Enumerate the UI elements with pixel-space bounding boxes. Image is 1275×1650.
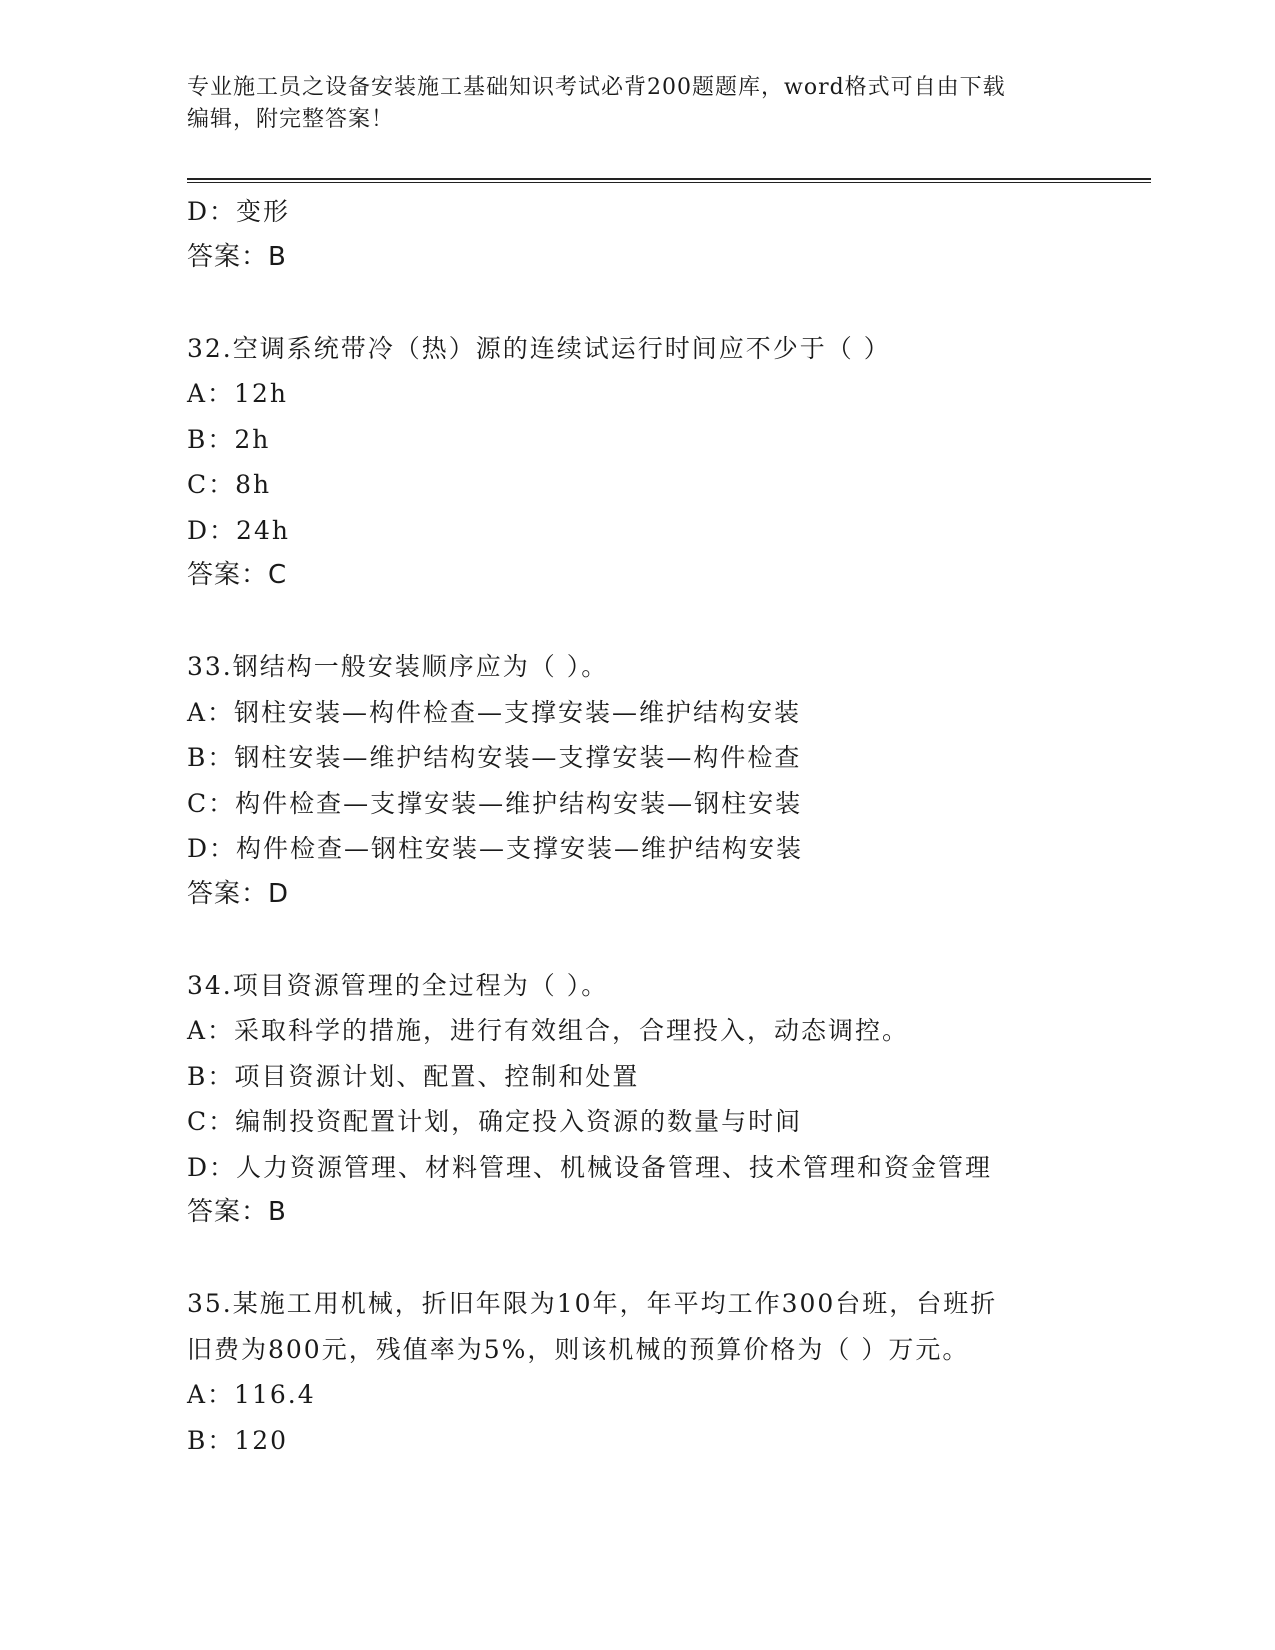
answer-line: 答案：B <box>187 241 287 272</box>
question-list <box>187 189 1107 1463</box>
answer-line: 答案：D <box>187 878 290 909</box>
option-a: A：12h <box>187 379 288 408</box>
option-a: A：116.4 <box>187 1380 316 1409</box>
page-header <box>187 72 1087 136</box>
question-stem-continued: 旧费为800元，残值率为5%，则该机械的预算价格为（ ）万元。 <box>187 1334 970 1364</box>
header-rule-thin <box>187 182 1151 183</box>
option-b: B：2h <box>187 424 271 454</box>
header-title-line-2: 编辑，附完整答案！ <box>187 107 395 132</box>
option-c: C：构件检查—支撑安装—维护结构安装—钢柱安装 <box>187 788 803 818</box>
spacer <box>187 599 1107 645</box>
option-c: C：8h <box>187 470 272 499</box>
spacer <box>187 280 1107 326</box>
option-a: A：钢柱安装—构件检查—支撑安装—维护结构安装 <box>187 697 802 727</box>
option-c: C：编制投资配置计划，确定投入资源的数量与时间 <box>187 1107 803 1136</box>
option-a: A：采取科学的措施，进行有效组合，合理投入，动态调控。 <box>187 1016 910 1045</box>
answer-line: 答案：C <box>187 560 288 590</box>
option-d: D：24h <box>187 515 290 545</box>
question-stem: 35.某施工用机械，折旧年限为10年，年平均工作300台班，台班折 <box>187 1289 998 1318</box>
option-d: D：变形 <box>187 197 291 226</box>
header-rule-thick <box>187 178 1151 180</box>
spacer <box>187 1236 1107 1282</box>
question-stem: 33.钢结构一般安装顺序应为（ ）。 <box>187 652 609 681</box>
option-b: B：项目资源计划、配置、控制和处置 <box>187 1061 640 1091</box>
question-stem: 32.空调系统带冷（热）源的连续试运行时间应不少于（ ） <box>187 333 891 363</box>
header-title-line-1: 专业施工员之设备安装施工基础知识考试必背200题题库，word格式可自由下载 <box>187 75 1006 100</box>
question-stem: 34.项目资源管理的全过程为（ ）。 <box>187 970 609 1000</box>
option-d: D：构件检查—钢柱安装—支撑安装—维护结构安装 <box>187 834 804 863</box>
option-b: B：钢柱安装—维护结构安装—支撑安装—构件检查 <box>187 743 802 772</box>
answer-line: 答案：B <box>187 1197 287 1227</box>
option-d: D：人力资源管理、材料管理、机械设备管理、技术管理和资金管理 <box>187 1152 993 1182</box>
option-b: B：120 <box>187 1425 289 1455</box>
spacer <box>187 917 1107 963</box>
